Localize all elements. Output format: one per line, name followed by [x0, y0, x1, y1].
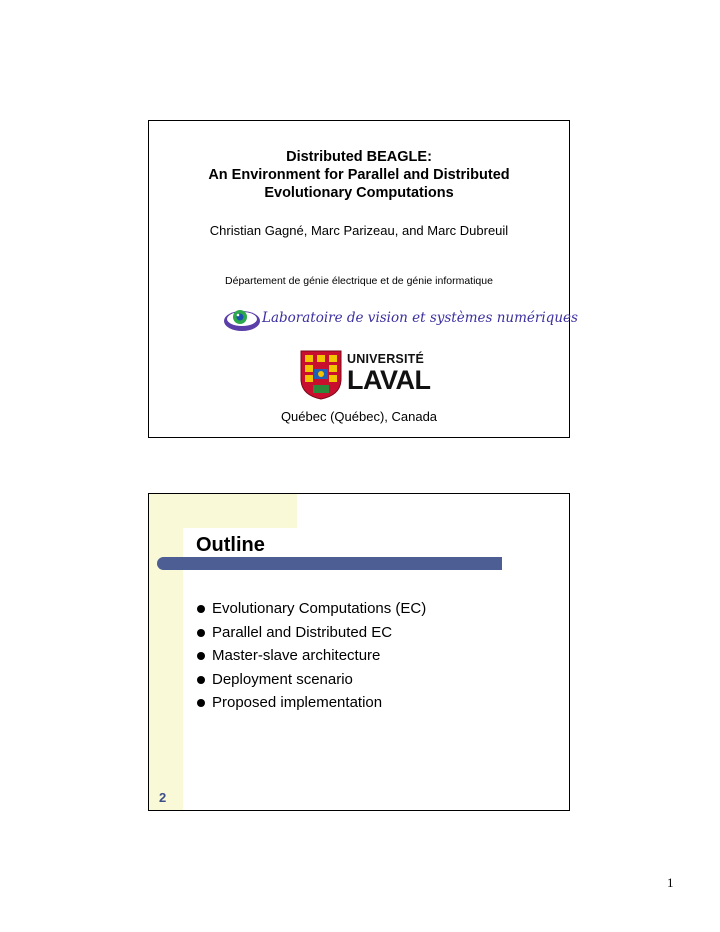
slide-number: 2 [159, 790, 167, 805]
outline-list [197, 597, 426, 715]
eye-logo-icon [222, 303, 262, 337]
wordmark-line2: LAVAL [347, 364, 431, 395]
bullet-icon [197, 652, 205, 660]
outline-slide [148, 493, 570, 811]
department: Département de génie électrique et de génie informatique [225, 275, 493, 287]
location: Québec (Québec), Canada [280, 409, 438, 424]
lab-logo [222, 303, 578, 337]
lab-name: Laboratoire de vision et systèmes numériques [262, 310, 578, 326]
slide-title: Outline [196, 534, 265, 556]
list-item: Proposed implementation [197, 691, 426, 715]
university-logo [299, 349, 431, 401]
title-underline-bar [157, 557, 502, 570]
wordmark-line1: UNIVERSITÉ [347, 352, 425, 366]
page-number: 1 [667, 875, 674, 890]
list-item: Evolutionary Computations (EC) [197, 597, 426, 621]
bullet-icon [197, 629, 205, 637]
authors: Christian Gagné, Marc Parizeau, and Marc Dubreuil [209, 223, 509, 238]
list-item: Deployment scenario [197, 668, 426, 692]
slide-title [149, 148, 569, 202]
title-line: Distributed BEAGLE: [286, 149, 432, 165]
university-wordmark [347, 353, 430, 394]
slide-sidebar [149, 494, 183, 810]
slide-top-band [183, 494, 297, 528]
bullet-icon [197, 605, 205, 613]
coat-of-arms-icon [299, 349, 343, 401]
title-line: An Environment for Parallel and Distributed [208, 167, 510, 183]
title-slide [148, 120, 578, 438]
list-item: Parallel and Distributed EC [197, 621, 426, 645]
bullet-icon [197, 676, 205, 684]
list-item: Master-slave architecture [197, 644, 426, 668]
title-line: Evolutionary Computations [264, 185, 454, 201]
bullet-icon [197, 699, 205, 707]
